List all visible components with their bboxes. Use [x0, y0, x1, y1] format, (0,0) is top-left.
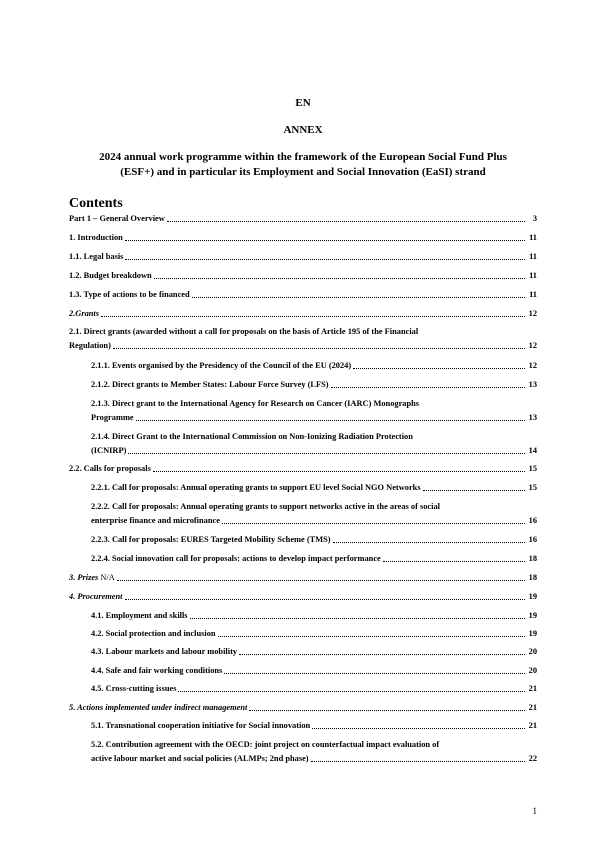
- toc-entry-text: 3. Prizes: [69, 573, 99, 582]
- toc-page-number: 11: [529, 252, 537, 261]
- toc-entry-4[interactable]: [69, 590, 537, 604]
- toc-page-number: 19: [528, 629, 537, 638]
- toc-entry-2-1-3[interactable]: [91, 397, 537, 425]
- toc-entry-text: 2.1.1. Events organised by the Presidency of the Council of the EU (2024): [91, 361, 352, 370]
- toc-entry-4-5[interactable]: [91, 682, 537, 696]
- toc-entry-2[interactable]: [69, 307, 537, 321]
- toc-page-number: 13: [528, 380, 537, 389]
- toc-entry-text: 2.2.1. Call for proposals: Annual operating grants to support EU level Social NGO Networks: [91, 483, 421, 492]
- toc-entry-1-1[interactable]: [69, 250, 537, 264]
- toc-entry-text: 4.2. Social protection and inclusion: [91, 629, 216, 638]
- toc-entry-text: 1. Introduction: [69, 233, 123, 242]
- toc-page-number: 11: [529, 290, 537, 299]
- toc-page-number: 21: [528, 684, 537, 693]
- toc-page-number: 20: [528, 647, 537, 656]
- toc-page-number: 22: [528, 754, 537, 763]
- toc-page-number: 12: [528, 309, 537, 318]
- toc-entry-text-line2: Programme: [91, 413, 134, 422]
- toc-entry-5-2[interactable]: [91, 738, 537, 766]
- toc-page-number: 12: [528, 341, 537, 350]
- toc-entry-text: 4.4. Safe and fair working conditions: [91, 666, 223, 675]
- toc-page-number: 16: [528, 516, 537, 525]
- toc-entry-text: 5.1. Transnational cooperation initiative for Social innovation: [91, 721, 311, 730]
- toc-entry-part1[interactable]: [69, 212, 537, 226]
- toc-entry-3[interactable]: [69, 571, 537, 585]
- toc-page-number: 14: [528, 446, 537, 455]
- toc-entry-text: 5. Actions implemented under indirect management: [69, 703, 248, 712]
- toc-entry-text-line2: (ICNIRP): [91, 446, 127, 455]
- toc-entry-1-3[interactable]: [69, 288, 537, 302]
- toc-entry-4-2[interactable]: [91, 627, 537, 641]
- title-line-2: (ESF+) and in particular its Employment and Social Innovation (EaSI) strand: [120, 166, 486, 178]
- document-title: [60, 150, 546, 180]
- page-number: 1: [532, 806, 537, 816]
- toc-page-number: 21: [528, 721, 537, 730]
- toc-page-number: 15: [528, 483, 537, 492]
- toc-entry-text-line1: 5.2. Contribution agreement with the OECD: joint project on counterfactual impact evaluation of: [91, 740, 440, 749]
- toc-entry-text: 4.1. Employment and skills: [91, 611, 188, 620]
- toc-entry-text: 1.2. Budget breakdown: [69, 271, 152, 280]
- toc-entry-text: 2.1.2. Direct grants to Member States: Labour Force Survey (LFS): [91, 380, 329, 389]
- toc-page-number: 13: [528, 413, 537, 422]
- toc-entry-2-1-1[interactable]: [91, 359, 537, 373]
- toc-entry-text: 1.1. Legal basis: [69, 252, 124, 261]
- toc-entry-5-1[interactable]: [91, 719, 537, 733]
- toc-page-number: 11: [529, 271, 537, 280]
- toc-page-number: 12: [528, 361, 537, 370]
- toc-entry-text: 4.5. Cross-cutting issues: [91, 684, 177, 693]
- toc-entry-4-4[interactable]: [91, 664, 537, 678]
- toc-entry-text: 2.Grants: [69, 309, 100, 318]
- toc-entry-text-line1: 2.2.2. Call for proposals: Annual operating grants to support networks active in the areas of social: [91, 502, 440, 511]
- toc-entry-text-line2: active labour market and social policies (ALMPs; 2nd phase): [91, 754, 309, 763]
- toc-page-number: 16: [528, 535, 537, 544]
- toc-page-number: 20: [528, 666, 537, 675]
- toc-entry-4-3[interactable]: [91, 645, 537, 659]
- title-line-1: 2024 annual work programme within the framework of the European Social Fund Plus: [99, 151, 507, 163]
- toc-entry-suffix: N/A: [100, 573, 115, 582]
- toc-entry-text-line1: 2.1.3. Direct grant to the International Agency for Research on Cancer (IARC) Monographs: [91, 399, 420, 408]
- toc-page-number: 19: [528, 611, 537, 620]
- toc-entry-text: 4.3. Labour markets and labour mobility: [91, 647, 238, 656]
- toc-entry-2-2-4[interactable]: [91, 552, 537, 566]
- toc-entry-5[interactable]: [69, 701, 537, 715]
- toc-entry-4-1[interactable]: [91, 609, 537, 623]
- toc-entry-text-line2: enterprise finance and microfinance: [91, 516, 220, 525]
- toc-entry-text: 2.2.3. Call for proposals: EURES Targeted Mobility Scheme (TMS): [91, 535, 331, 544]
- language-code: EN: [295, 97, 311, 109]
- contents-heading: Contents: [69, 196, 123, 211]
- toc-entry-2-2-3[interactable]: [91, 533, 537, 547]
- toc-entry-text-line1: 2.1. Direct grants (awarded without a call for proposals on the basis of Article 195 of the Financial: [69, 327, 419, 336]
- toc-page-number: 11: [529, 233, 537, 242]
- toc-entry-text: Part 1 – General Overview: [69, 214, 165, 223]
- toc-entry-2-2[interactable]: [69, 462, 537, 476]
- toc-entry-text: 1.3. Type of actions to be financed: [69, 290, 190, 299]
- toc-entry-2-1-4[interactable]: [91, 430, 537, 458]
- toc-entry-1[interactable]: [69, 231, 537, 245]
- annex-heading: ANNEX: [283, 124, 323, 136]
- toc-entry-1-2[interactable]: [69, 269, 537, 283]
- toc-entry-text: 4. Procurement: [69, 592, 123, 601]
- toc-entry-2-2-2[interactable]: [91, 500, 537, 528]
- toc-entry-2-1[interactable]: [69, 325, 537, 353]
- toc-entry-text-line1: 2.1.4. Direct Grant to the International Commission on Non-Ionizing Radiation Protection: [91, 432, 413, 441]
- toc-page-number: 21: [528, 703, 537, 712]
- toc-page-number: 19: [528, 592, 537, 601]
- toc-page-number: 15: [528, 464, 537, 473]
- toc-page-number: 3: [532, 214, 537, 223]
- toc-entry-2-2-1[interactable]: [91, 481, 537, 495]
- toc-entry-text-line2: Regulation): [69, 341, 111, 350]
- toc-entry-text: 2.2. Calls for proposals: [69, 464, 151, 473]
- toc-entry-text: 2.2.4. Social innovation call for proposals: actions to develop impact performance: [91, 554, 381, 563]
- toc-entry-2-1-2[interactable]: [91, 378, 537, 392]
- toc-page-number: 18: [528, 573, 537, 582]
- toc-page-number: 18: [528, 554, 537, 563]
